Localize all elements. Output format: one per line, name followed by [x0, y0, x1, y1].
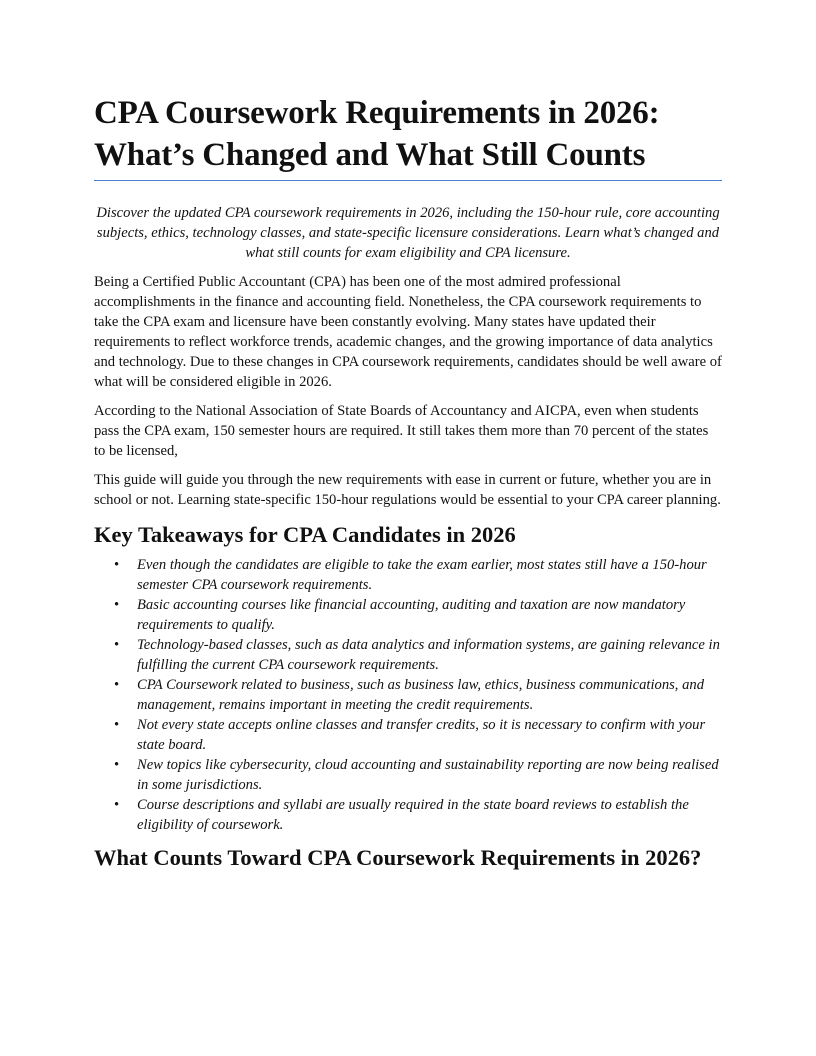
document-page	[94, 92, 722, 872]
list-item	[94, 675, 722, 715]
list-item-text: Technology-based classes, such as data analytics and information systems, are gaining relevance in fulfilling the current CPA coursework requirements.	[137, 637, 720, 673]
bullet-icon: •	[114, 677, 120, 693]
bullet-icon: •	[114, 557, 120, 573]
list-item	[94, 715, 722, 755]
page-title: CPA Coursework Requirements in 2026: What’s Changed and What Still Counts	[94, 92, 722, 181]
list-item-text: Basic accounting courses like financial accounting, auditing and taxation are now mandatory requirements to qualify.	[137, 597, 686, 633]
takeaways-list	[94, 555, 722, 835]
bullet-icon: •	[114, 717, 120, 733]
list-item-text: Not every state accepts online classes and transfer credits, so it is necessary to confirm with your state board.	[137, 717, 706, 753]
bullet-icon: •	[114, 757, 120, 773]
list-item	[94, 555, 722, 595]
article-summary: Discover the updated CPA coursework requirements in 2026, including the 150-hour rule, core accounting subjects, ethics, technology classes, and state-specific licensure considerations. Learn what’s changed and what still counts for exam eligibility and CPA licensure.	[96, 205, 720, 261]
takeaways-heading: Key Takeaways for CPA Candidates in 2026	[94, 522, 516, 547]
statistics-paragraph: According to the National Association of State Boards of Accountancy and AICPA, even when students pass the CPA exam, 150 semester hours are required. It still takes them more than 70 percent of the states to be licensed,	[94, 403, 709, 459]
list-item-text: New topics like cybersecurity, cloud accounting and sustainability reporting are now being realised in some jurisdictions.	[137, 757, 719, 793]
list-item-text: Course descriptions and syllabi are usually required in the state board reviews to establish the eligibility of coursework.	[137, 797, 689, 833]
list-item	[94, 635, 722, 675]
bullet-icon: •	[114, 597, 120, 613]
list-item	[94, 755, 722, 795]
list-item	[94, 595, 722, 635]
intro-paragraph: Being a Certified Public Accountant (CPA) has been one of the most admired professional accomplishments in the finance and accounting field. Nonetheless, the CPA coursework requirements to take the CPA exam and licensure have been constantly evolving. Many states have updated their requirements to reflect workforce trends, academic changes, and the growing importance of data analytics and technology. Due to these changes in CPA coursework requirements, candidates should be well aware of what will be considered eligible in 2026.	[94, 274, 722, 390]
bullet-icon: •	[114, 637, 120, 653]
list-item	[94, 795, 722, 835]
guide-paragraph: This guide will guide you through the new requirements with ease in current or future, whether you are in school or not. Learning state-specific 150-hour regulations would be essential to your CPA career planning.	[94, 472, 721, 508]
coursework-heading: What Counts Toward CPA Coursework Requirements in 2026?	[94, 845, 702, 870]
bullet-icon: •	[114, 797, 120, 813]
list-item-text: CPA Coursework related to business, such as business law, ethics, business communications, and management, remains important in meeting the credit requirements.	[137, 677, 704, 713]
list-item-text: Even though the candidates are eligible to take the exam earlier, most states still have a 150-hour semester CPA coursework requirements.	[137, 557, 707, 593]
